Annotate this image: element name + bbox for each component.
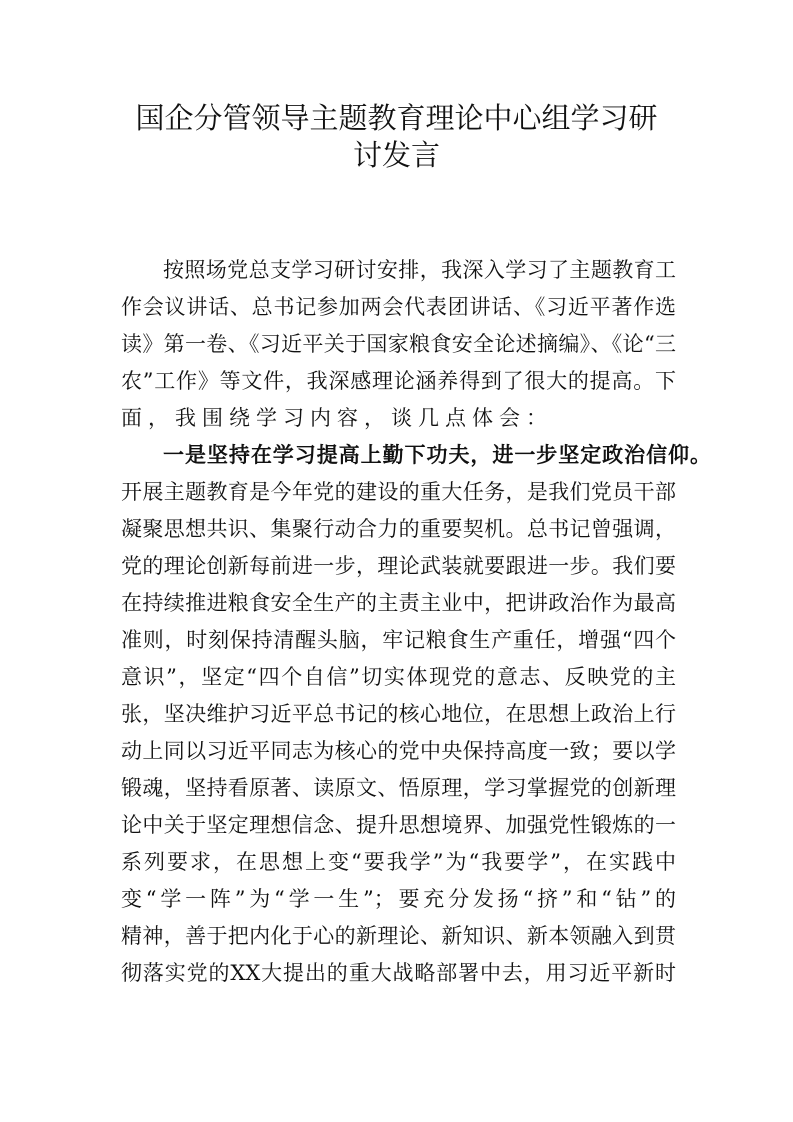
text-line: 开展主题教育是今年党的建设的重大任务，是我们党员干部 [121,480,676,504]
title-line: 讨发言 [352,138,440,172]
text-line: 面，我围绕学习内容，谈几点体会： [121,406,553,430]
text-line: 农”工作》等文件，我深感理论涵养得到了很大的提高。下 [121,369,676,393]
text-line: 张，坚决维护习近平总书记的核心地位，在思想上政治上行 [121,702,676,726]
text-line: 准则，时刻保持清醒头脑，牢记粮食生产重任，增强“四个 [121,628,676,652]
section-heading: 一是坚持在学习提高上勤下功夫，进一步坚定政治信仰。 [163,443,711,467]
text-line: 锻魂，坚持看原著、读原文、悟原理，学习掌握党的创新理 [121,776,676,800]
text-line: 彻落实党的XX大提出的重大战略部署中去，用习近平新时 [121,961,676,985]
text-line: 凝聚思想共识、集聚行动合力的重要契机。总书记曾强调， [121,517,676,541]
text-line: 意识”，坚定“四个自信”切实体现党的意志、反映党的主 [121,665,676,689]
text-line: 作会议讲话、总书记参加两会代表团讲话、《习近平著作选 [121,295,676,319]
text-line: 读》第一卷、《习近平关于国家粮食安全论述摘编》、《论“三 [121,332,676,356]
text-line: 党的理论创新每前进一步，理论武装就要跟进一步。我们要 [121,554,676,578]
text-line: 按照场党总支学习研讨安排，我深入学习了主题教育工 [163,258,676,282]
text-line: 变“学一阵”为“学一生”；要充分发扬“挤”和“钻”的 [121,887,676,911]
text-line: 动上同以习近平同志为核心的党中央保持高度一致；要以学 [121,739,676,763]
text-line: 精神，善于把内化于心的新理论、新知识、新本领融入到贯 [121,924,676,948]
text-line: 在持续推进粮食安全生产的主责主业中，把讲政治作为最高 [121,591,676,615]
text-line: 论中关于坚定理想信念、提升思想境界、加强党性锻炼的一 [121,813,676,837]
text-line: 系列要求，在思想上变“要我学”为“我要学”，在实践中 [121,850,676,874]
title-line: 国企分管领导主题教育理论中心组学习研 [135,101,658,135]
